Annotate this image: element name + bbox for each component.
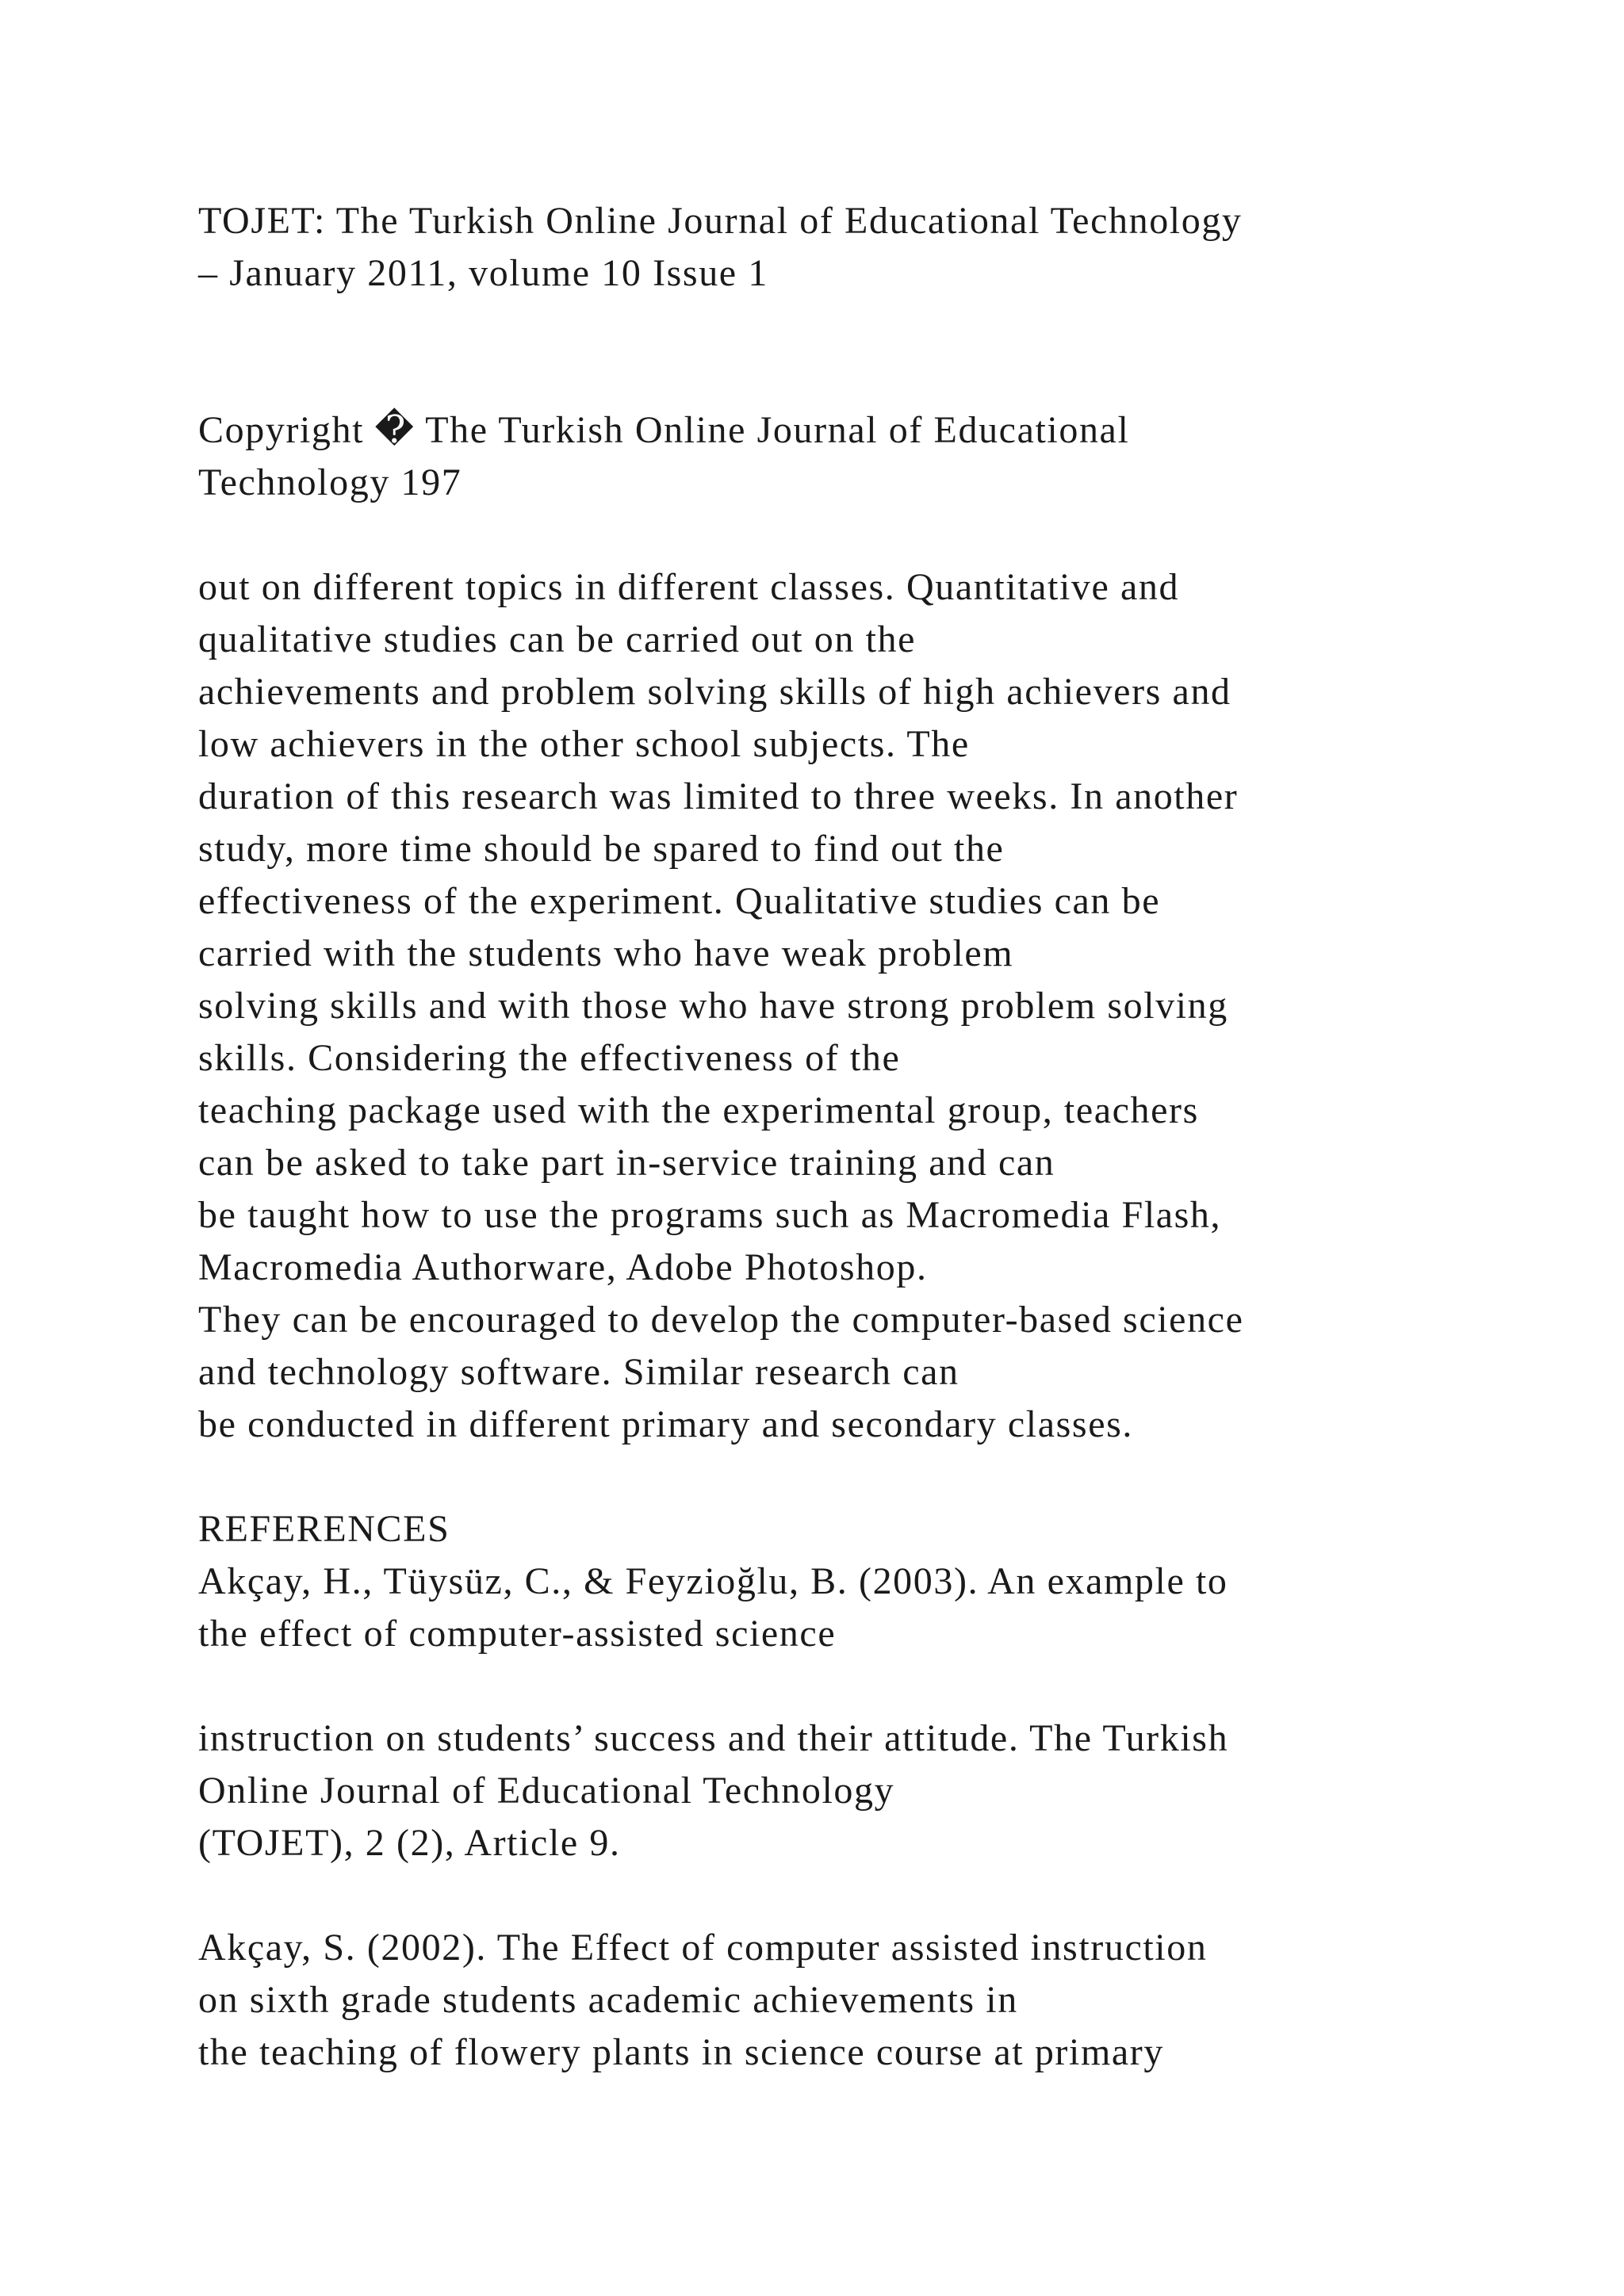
journal-header: [198, 195, 1546, 300]
body-line: duration of this research was limited to three weeks. In another: [198, 775, 1239, 817]
body-line: They can be encouraged to develop the computer-based science: [198, 1299, 1244, 1341]
header-line: TOJET: The Turkish Online Journal of Educational Technology: [198, 200, 1243, 242]
body-line: carried with the students who have weak problem: [198, 932, 1014, 974]
body-line: out on different topics in different classes. Quantitative and: [198, 566, 1180, 608]
copyright-notice: [198, 404, 1546, 509]
body-line: and technology software. Similar research can: [198, 1351, 959, 1393]
reference-line: Online Journal of Educational Technology: [198, 1770, 895, 1812]
references-section: [198, 1503, 1546, 2079]
body-line: be conducted in different primary and secondary classes.: [198, 1403, 1133, 1445]
header-line: – January 2011, volume 10 Issue 1: [198, 252, 768, 294]
copyright-line: Technology 197: [198, 461, 462, 503]
reference-line: Akçay, H., Tüysüz, C., & Feyzioğlu, B. (2003). An example to: [198, 1560, 1228, 1602]
body-line: teaching package used with the experimental group, teachers: [198, 1089, 1199, 1131]
body-line: solving skills and with those who have strong problem solving: [198, 985, 1228, 1027]
copyright-line: Copyright � The Turkish Online Journal of Educational: [198, 409, 1130, 451]
references-heading: REFERENCES: [198, 1508, 450, 1550]
reference-line: (TOJET), 2 (2), Article 9.: [198, 1822, 621, 1864]
spacer: [198, 1660, 1546, 1712]
body-line: can be asked to take part in-service training and can: [198, 1142, 1055, 1184]
body-line: study, more time should be spared to find out the: [198, 828, 1005, 870]
document-page: [198, 195, 1546, 2079]
spacer: [198, 509, 1546, 561]
body-line: be taught how to use the programs such as Macromedia Flash,: [198, 1194, 1222, 1236]
reference-line: the teaching of flowery plants in science course at primary: [198, 2031, 1164, 2073]
body-line: low achievers in the other school subjects. The: [198, 723, 970, 765]
body-line: effectiveness of the experiment. Qualitative studies can be: [198, 880, 1161, 922]
body-line: achievements and problem solving skills of high achievers and: [198, 671, 1231, 713]
body-line: qualitative studies can be carried out on the: [198, 618, 917, 660]
reference-line: on sixth grade students academic achievements in: [198, 1979, 1018, 2021]
spacer: [198, 1869, 1546, 1922]
spacer: [198, 1451, 1546, 1503]
body-paragraph: [198, 561, 1546, 1451]
reference-line: the effect of computer-assisted science: [198, 1613, 837, 1655]
reference-line: Akçay, S. (2002). The Effect of computer assisted instruction: [198, 1927, 1208, 1969]
reference-line: instruction on students’ success and their attitude. The Turkish: [198, 1717, 1229, 1759]
body-line: Macromedia Authorware, Adobe Photoshop.: [198, 1246, 928, 1288]
spacer: [198, 300, 1546, 404]
body-line: skills. Considering the effectiveness of the: [198, 1037, 901, 1079]
